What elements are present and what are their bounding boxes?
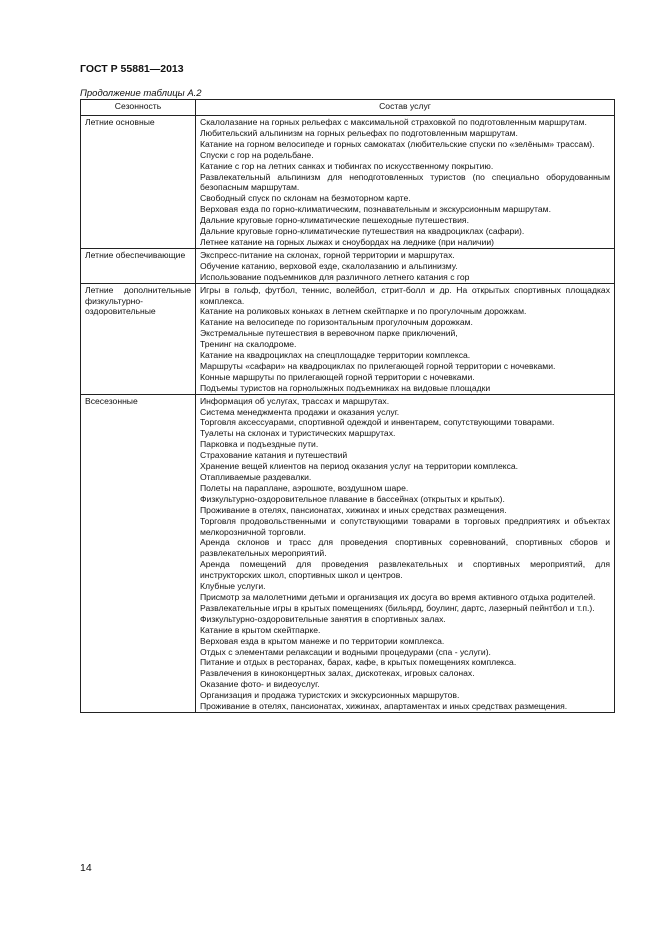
service-item: Аренда помещений для проведения развлекательных и спортивных мероприятий, для инструкторских школ, спортивных школ и центров. (200, 559, 610, 581)
service-item: Парковка и подъездные пути. (200, 439, 319, 450)
document-header: ГОСТ Р 55881—2013 (80, 63, 184, 75)
service-item: Хранение вещей клиентов на период оказания услуг на территории комплекса. (200, 461, 519, 472)
service-item: Полеты на параплане, аэрошюте, воздушном шаре. (200, 482, 409, 493)
table-row (81, 394, 615, 712)
service-item: Спуски с гор на родельбане. (200, 149, 314, 160)
service-item: Любительский альпинизм на горных рельефах по подготовленным маршрутам. (200, 127, 518, 138)
service-item: Развлечения в киноконцертных залах, дискотеках, игровых салонах. (200, 668, 475, 679)
service-item: Дальние круговые горно-климатические пешеходные путешествия. (200, 215, 469, 226)
service-item: Страхование катания и путешествий (200, 450, 348, 461)
services-table (80, 99, 615, 713)
season-cell: Летние обеспечивающие (81, 248, 196, 283)
service-item: Система менеджмента продажи и оказания услуг. (200, 406, 400, 417)
services-cell (196, 116, 615, 249)
service-item: Присмотр за малолетними детьми и организация их досуга во время активного отдыха родителей. (200, 591, 596, 602)
service-item: Физкультурно-оздоровительные занятия в спортивных залах. (200, 613, 446, 624)
table-body (81, 116, 615, 713)
service-item: Тренинг на скалодроме. (200, 339, 297, 350)
service-item: Катание на велосипеде по горизонтальным прогулочным дорожкам. (200, 317, 473, 328)
service-item: Катание с гор на летних санках и тюбингах по искусственному покрытию. (200, 160, 494, 171)
service-item: Катание на роликовых коньках в летнем скейтпарке и по прогулочным дорожкам. (200, 306, 527, 317)
service-item: Питание и отдых в ресторанах, барах, кафе, в крытых помещениях комплекса. (200, 657, 517, 668)
service-item: Отапливаемые раздевалки. (200, 472, 312, 482)
service-item: Верховая езда в крытом манеже и по территории комплекса. (200, 635, 445, 646)
table-row (81, 248, 615, 283)
service-item: Катание на горном велосипеде и горных самокатах (любительские спуски по «зелёным» трассам). (200, 138, 595, 149)
table-row (81, 283, 615, 394)
page-number: 14 (80, 862, 92, 874)
service-item: Торговля продовольственными и сопутствующими товарами в торговых предприятиях и объектах мелкорозничной торговли. (200, 515, 610, 537)
service-item: Катание в крытом скейтпарке. (200, 624, 321, 635)
service-item: Летнее катание на горных лыжах и сноубордах на леднике (при наличии) (200, 236, 494, 247)
service-item: Оказание фото- и видеоуслуг. (200, 679, 320, 690)
service-item: Торговля аксессуарами, спортивной одеждой и инвентарем, сопутствующими товарами. (200, 417, 555, 428)
service-item: Катание на квадроциклах на спецплощадке территории комплекса. (200, 350, 471, 361)
services-cell (196, 248, 615, 283)
services-cell (196, 394, 615, 712)
table-header-row (81, 100, 615, 116)
service-item: Скалолазание на горных рельефах с максимальной страховкой по подготовленным маршрутам. (200, 117, 587, 127)
season-cell: Летние дополнительные физкультурно-оздоровительные (81, 283, 196, 394)
column-header-season: Сезонность (81, 100, 196, 116)
service-item: Проживание в отелях, пансионатах, хижинах, апартаментах и иных средствах размещения. (200, 701, 568, 712)
service-item: Отдых с элементами релаксации и водными процедурами (спа - услуги). (200, 646, 491, 657)
service-item: Дальние круговые горно-климатические путешествия на квадроциклах (сафари). (200, 226, 525, 237)
service-item: Конные маршруты по прилегающей горной территории с ночевками. (200, 371, 475, 382)
service-item: Информация об услугах, трассах и маршрутах. (200, 395, 390, 406)
service-item: Организация и продажа туристских и экскурсионных маршрутов. (200, 690, 460, 701)
service-item: Проживание в отелях, пансионатах, хижинах и иных средствах размещения. (200, 504, 507, 515)
season-cell: Всесезонные (81, 394, 196, 712)
service-item: Подъемы туристов на горнолыжных подъемниках на видовые площадки (200, 382, 491, 393)
column-header-services: Состав услуг (196, 100, 615, 116)
season-cell: Летние основные (81, 116, 196, 249)
service-item: Развлекательный альпинизм для неподготовленных туристов (по специально оборудованным безопасным маршрутам. (200, 171, 610, 193)
service-item: Маршруты «сафари» на квадроциклах по прилегающей горной территории с ночевками. (200, 360, 556, 371)
service-item: Клубные услуги. (200, 581, 266, 592)
service-item: Верховая езда по горно-климатическим, познавательным и экскурсионным маршрутам. (200, 204, 551, 215)
service-item: Использование подъемников для различного летнего катания с гор (200, 271, 470, 282)
service-item: Аренда склонов и трасс для проведения спортивных соревнований, спортивных сборов и развлекательных мероприятий. (200, 537, 610, 559)
service-item: Игры в гольф, футбол, теннис, волейбол, стрит-болл и др. На открытых спортивных площадках комплекса. (200, 284, 610, 306)
service-item: Свободный спуск по склонам на безмоторном карте. (200, 193, 411, 204)
service-item: Экспресс-питание на склонах, горной территории и маршрутах. (200, 249, 455, 260)
service-item: Туалеты на склонах и туристических маршрутах. (200, 428, 396, 439)
table-row (81, 116, 615, 249)
service-item: Обучение катанию, верховой езде, скалолазанию и альпинизму. (200, 260, 458, 271)
services-cell (196, 283, 615, 394)
table-caption: Продолжение таблицы А.2 (80, 88, 202, 99)
service-item: Физкультурно-оздоровительное плавание в бассейнах (открытых и крытых). (200, 493, 505, 504)
service-item: Развлекательные игры в крытых помещениях (бильярд, боулинг, дартс, лазерный пейнтбол и т.п.). (200, 602, 595, 613)
service-item: Экстремальные путешествия в веревочном парке приключений, (200, 328, 458, 339)
